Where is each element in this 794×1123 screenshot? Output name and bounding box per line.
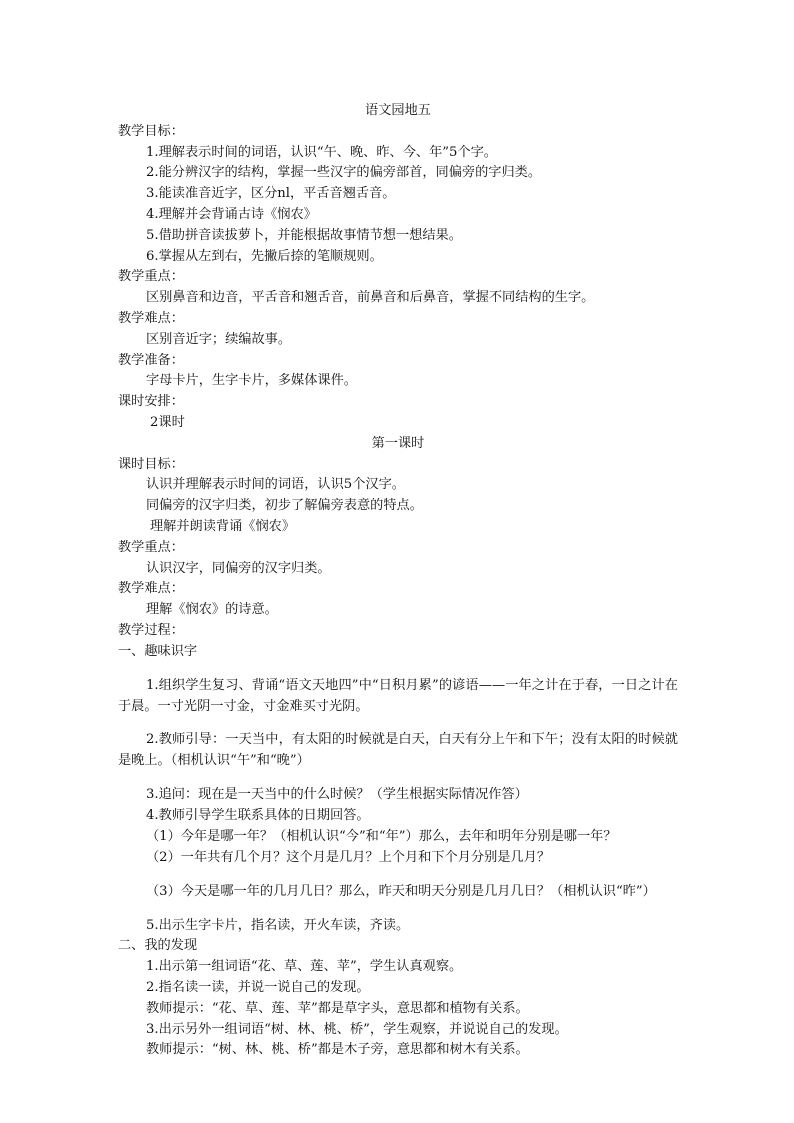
lesson-key-text: 认识汉字，同偏旁的汉字归类。	[146, 560, 331, 576]
key-points-text: 区别鼻音和边音，平舌音和翘舌音，前鼻音和后鼻音，掌握不同结构的生字。	[146, 290, 595, 306]
preparation-text: 字母卡片，生字卡片，多媒体课件。	[146, 373, 357, 389]
process-heading: 教学过程：	[118, 622, 184, 638]
process-paragraph: 3.追问：现在是一天当中的什么时候？（学生根据实际情况作答）	[146, 787, 528, 803]
process-paragraph: 4.教师引导学生联系具体的日期回答。	[146, 808, 370, 824]
goal-item: 6.掌握从左到右，先撇后捺的笔顺规则。	[146, 248, 383, 264]
lesson-difficulty-text: 理解《悯农》的诗意。	[146, 602, 278, 618]
schedule-text: 2课时	[150, 414, 185, 430]
preparation-heading: 教学准备：	[118, 352, 184, 368]
discovery-paragraph: 教师提示：“树、林、桃、桥”都是木子旁，意思都和树木有关系。	[146, 1042, 529, 1058]
lesson-difficulty-heading: 教学难点：	[118, 581, 184, 597]
document-body	[118, 101, 678, 1061]
key-points-heading: 教学重点：	[118, 269, 184, 285]
lesson-goal-item: 认识并理解表示时间的词语，认识5个汉字。	[146, 477, 405, 493]
lesson-goal-item: 同偏旁的汉字归类，初步了解偏旁表意的特点。	[146, 498, 423, 514]
goal-item: 4.理解并会背诵古诗《悯农》	[146, 206, 317, 222]
goal-item: 5.借助拼音读拔萝卜，并能根据故事情节想一想结果。	[146, 227, 462, 243]
part-two-heading: 二、我的发现	[118, 938, 198, 954]
discovery-paragraph: 教师提示：“花、草、莲、苹”都是草字头，意思都和植物有关系。	[146, 1000, 529, 1016]
schedule-heading: 课时安排：	[118, 394, 184, 410]
process-paragraph: 5.出示生字卡片，指名读，开火车读，齐读。	[146, 917, 410, 933]
goal-item: 2.能分辨汉字的结构，掌握一些汉字的偏旁部首，同偏旁的字归类。	[146, 165, 542, 181]
document-title: 语文园地五	[365, 103, 431, 118]
difficulty-text: 区别音近字；续编故事。	[146, 331, 292, 347]
lesson-key-heading: 教学重点：	[118, 539, 184, 555]
question-item: （1）今年是哪一年？（相机认识“今”和“年”）那么，去年和明年分别是哪一年？	[146, 828, 617, 844]
goal-item: 1.理解表示时间的词语，认识“午、晚、昨、今、年”5个字。	[146, 144, 497, 160]
lesson-goals-heading: 课时目标：	[118, 456, 184, 472]
difficulty-heading: 教学难点：	[118, 310, 184, 326]
lesson-goal-item: 理解并朗读背诵《悯农》	[150, 518, 296, 534]
lesson-title: 第一课时	[371, 435, 425, 451]
discovery-paragraph: 1.出示第一组词语“花、草、莲、苹”，学生认真观察。	[146, 959, 463, 975]
question-item: （3）今天是哪一年的几月几日？那么，昨天和明天分别是几月几日？（相机认识“昨”）	[146, 883, 656, 899]
discovery-paragraph: 3.出示另外一组词语“树、林、桃、桥”，学生观察，并说说自己的发现。	[146, 1021, 568, 1037]
goal-item: 3.能读准音近字，区分nl，平舌音翘舌音。	[146, 186, 396, 202]
part-one-heading: 一、趣味识字	[118, 643, 198, 659]
process-paragraph: 2.教师引导：一天当中，有太阳的时候就是白天，白天有分上午和下午；没有太阳的时候就是晚上。（相机认识“午”和“晚”）	[118, 732, 678, 769]
question-item: （2）一年共有几个月？这个月是几月？上个月和下个月分别是几月？	[146, 849, 551, 865]
discovery-paragraph: 2.指名读一读，并说一说自己的发现。	[146, 980, 370, 996]
goals-heading: 教学目标：	[118, 123, 184, 139]
process-paragraph: 1.组织学生复习、背诵“语文天地四”中“日积月累”的谚语——一年之计在于春，一日之计在于晨。一寸光阴一寸金，寸金难买寸光阴。	[118, 677, 678, 714]
